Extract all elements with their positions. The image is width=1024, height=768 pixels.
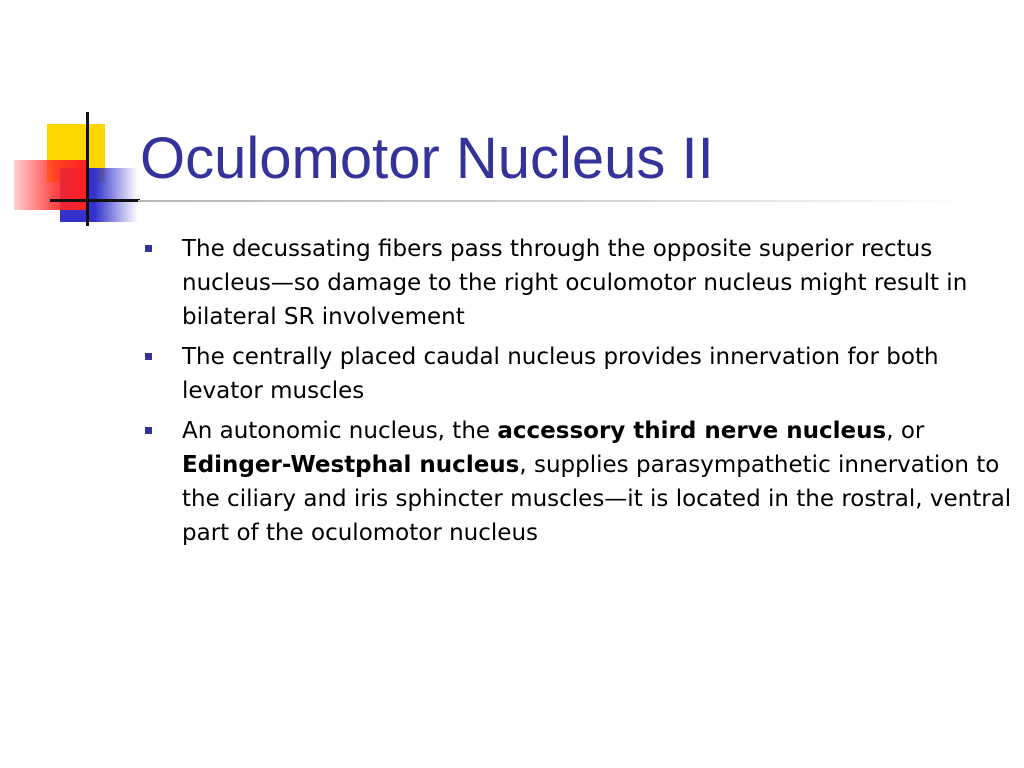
bullet-text-part: , supplies parasympathetic innervation to the ciliary and iris sphincter muscles—it is located in the rostral, ventral part of the oculomotor nucleus: [182, 452, 1012, 546]
bold-term-accessory-third-nerve-nucleus: accessory third nerve nucleus: [497, 418, 887, 444]
slide-title: Oculomotor Nucleus II: [140, 126, 714, 191]
bullet-text: [182, 418, 1011, 546]
bullet-text-part: An autonomic nucleus, the: [182, 418, 498, 444]
square-bullet-icon: [145, 245, 152, 252]
logo-horizontal-line: [50, 199, 140, 202]
logo-red-square: [14, 160, 88, 210]
bullet-list: [142, 232, 1012, 556]
bullet-item-3: [142, 414, 1012, 550]
slide-logo: [0, 0, 140, 240]
bullet-text-part: , or: [886, 418, 925, 444]
title-divider: [138, 200, 968, 202]
bullet-text: The decussating fibers pass through the opposite superior rectus nucleus—so damage to the right oculomotor nucleus might result in bilateral SR involvement: [182, 236, 968, 330]
square-bullet-icon: [145, 427, 152, 434]
bullet-item-1: [142, 232, 1012, 334]
square-bullet-icon: [145, 353, 152, 360]
bold-term-edinger-westphal-nucleus: Edinger-Westphal nucleus: [182, 452, 520, 478]
bullet-item-2: [142, 340, 1012, 408]
logo-vertical-line: [86, 112, 89, 226]
bullet-text: The centrally placed caudal nucleus provides innervation for both levator muscles: [182, 344, 939, 404]
